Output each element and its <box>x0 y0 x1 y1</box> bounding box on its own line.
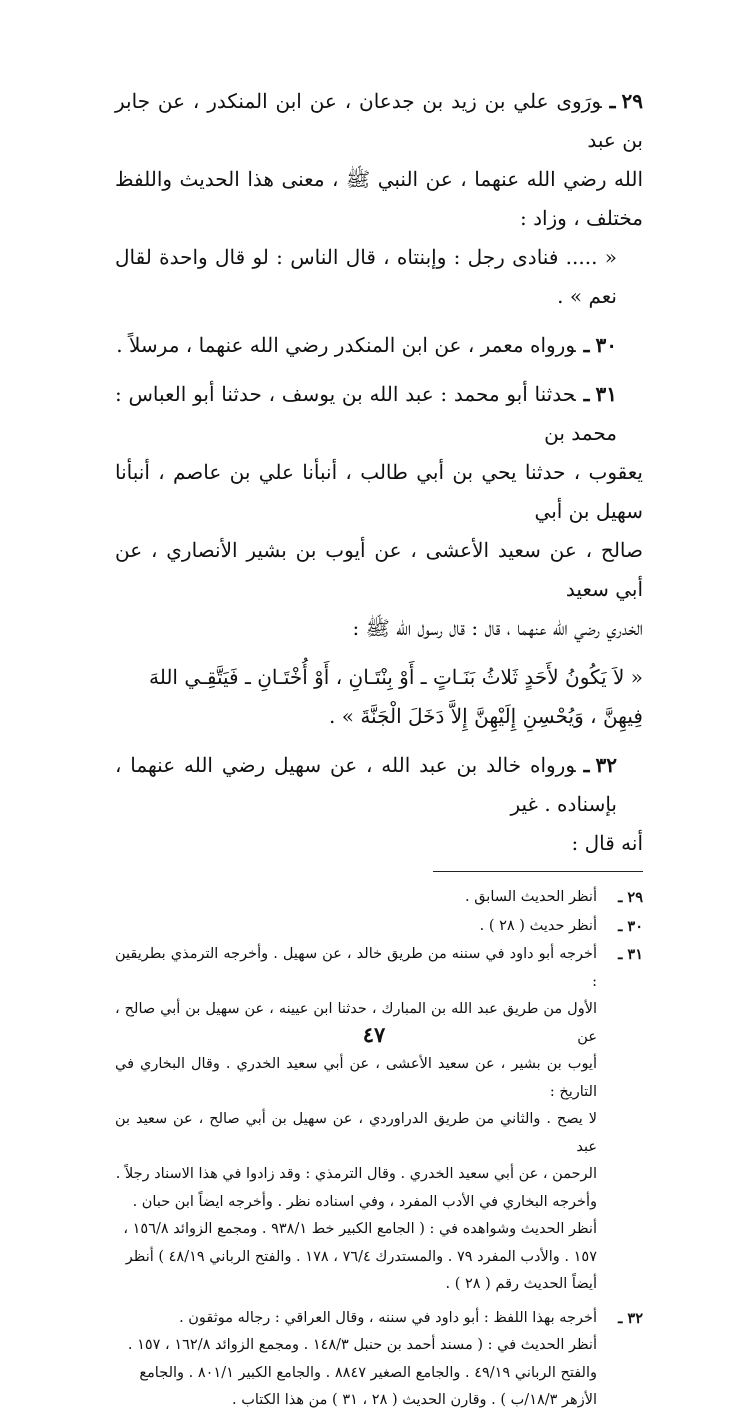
footnote-divider <box>433 871 643 872</box>
paragraph-line <box>115 746 643 824</box>
footnote-number: ٣٠ ـ <box>618 917 643 935</box>
paragraph-number: ٣٠ <box>595 333 617 357</box>
footnote-line: أنظر الحديث وشواهده في : ( الجامع الكبير خط ٩٣٨/١ . ومجمع الزوائد ١٥٦/٨ ، <box>123 1221 597 1237</box>
hadith-paragraph-31 <box>115 375 643 736</box>
paragraph-line: « ..... فنادى رجل : وإبنتاه ، قال الناس : لو قال واحدة لقال نعم » . <box>115 245 617 308</box>
paragraph-line <box>115 326 643 365</box>
paragraph-number: ٣١ <box>595 382 617 406</box>
footnotes <box>115 884 643 1415</box>
hadith-quote-line: فِيهِنَّ ، وَيُحْسِنِ إِلَيْهِنَّ إِلاَّ دَخَلَ الْجَنَّةَ » . <box>329 704 643 728</box>
paragraph-text: ورواه معمر ، عن ابن المنكدر رضي الله عنهما ، مرسلاً . <box>116 333 576 357</box>
footnote-line: والفتح الرباني ٤٩/١٩ . والجامع الصغير ٨٨٤٧ . والجامع الكبير ٨٠١/١ . والجامع <box>139 1364 597 1381</box>
footnote-body <box>115 1305 597 1415</box>
paragraph-dash: ـ <box>583 333 590 357</box>
footnote-number: ٣١ ـ <box>618 946 643 963</box>
paragraph-dash: ـ <box>609 89 616 113</box>
footnote-body <box>115 941 597 1299</box>
paragraph-dash: ـ <box>583 382 590 406</box>
footnote-line: أخرجه أبو داود في سننه من طريق خالد ، عن سهيل . وأخرجه الترمذي بطريقين : <box>115 946 597 990</box>
paragraph-line <box>115 82 643 160</box>
paragraph-text: ورَوى علي بن زيد بن جدعان ، عن ابن المنكدر ، عن جابر بن عبد <box>115 89 643 152</box>
footnote-line: أيوب بن بشير ، عن سعيد الأعشى ، عن أبي سعيد الخدري . وقال البخاري في التاريخ : <box>115 1056 597 1100</box>
footnote-31 <box>115 941 643 1299</box>
footnote-line: وأخرجه البخاري في الأدب المفرد ، وفي اسناده نظر . وأخرجه ايضاً ابن حبان . <box>132 1193 597 1210</box>
hadith-paragraph-30 <box>115 326 643 365</box>
footnote-line: الأول من طريق عبد الله بن المبارك ، حدثنا ابن عيينه ، عن سهيل بن أبي صالح ، عن <box>115 1001 597 1045</box>
footnote-30 <box>115 913 643 941</box>
footnote-number: ٣٢ ـ <box>618 1309 643 1327</box>
footnote-line: ١٥٧ . والأدب المفرد ٧٩ . والمستدرك ٧٦/٤ ، ١٧٨ . والفتح الرباني ٤٨/١٩ ) أنظر <box>125 1248 597 1265</box>
hadith-paragraph-32 <box>115 746 643 863</box>
paragraph-line: صالح ، عن سعيد الأعشى ، عن أيوب بن بشير الأنصاري ، عن أبي سعيد <box>115 538 643 601</box>
page-number: ٤٧ <box>362 1022 386 1047</box>
paragraph-text: ورواه خالد بن عبد الله ، عن سهيل رضي الله عنهما ، بإسناده . غير <box>115 753 617 816</box>
footnote-line: أنظر حديث ( ٢٨ ) . <box>479 917 597 934</box>
footnote-line: أنظر الحديث السابق . <box>464 889 597 905</box>
footnote-body <box>115 913 597 941</box>
footnote-number: ٢٩ ـ <box>618 889 643 906</box>
footnote-32 <box>115 1305 643 1415</box>
paragraph-number: ٢٩ <box>621 89 643 113</box>
paragraph-line <box>115 375 643 453</box>
footnote-line: أخرجه بهذا اللفظ : أبو داود في سننه ، وقال العراقي : رجاله موثقون . <box>179 1309 597 1326</box>
footnote-line: أيضاً الحديث رقم ( ٢٨ ) . <box>445 1276 597 1292</box>
paragraph-line: أنه قال : <box>571 831 643 855</box>
paragraph-line: يعقوب ، حدثنا يحي بن أبي طالب ، أنبأنا علي بن عاصم ، أنبأنا سهيل بن أبي <box>115 460 643 523</box>
footnote-body <box>115 884 597 912</box>
hadith-quote-line: « لاَ يَكُونُ لأَحَدٍ ثَلاثُ بَنَـاتٍ ـ أَوْ بِنْتَـانِ ، أَوْ أُخْتَـانِ ـ فَيَتَّقِـي اللهَ <box>148 665 643 689</box>
paragraph-dash: ـ <box>583 753 590 777</box>
paragraph-text: حدثنا أبو محمد : عبد الله بن يوسف ، حدثنا أبو العباس : محمد بن <box>115 382 617 445</box>
footnote-line: الرحمن ، عن أبي سعيد الخدري . وقال الترمذي : وقد زادوا في هذا الاسناد رجلاً . <box>115 1166 597 1182</box>
paragraph-number: ٣٢ <box>595 753 617 777</box>
footnote-line: الأزهر ١٨/٣/ب ) . وقارن الحديث ( ٢٨ ، ٣١ ) من هذا الكتاب . <box>232 1392 597 1408</box>
hadith-paragraph-29 <box>115 82 643 316</box>
footnote-line: أنظر الحديث في : ( مسند أحمد بن حنبل ١٤٨/٣ . ومجمع الزوائد ١٦٢/٨ ، ١٥٧ . <box>127 1337 597 1353</box>
paragraph-line: الله رضي الله عنهما ، عن النبي ﷺ ، معنى هذا الحديث واللفظ مختلف ، وزاد : <box>115 167 643 230</box>
footnote-line: لا يصح . والثاني من طريق الدراوردي ، عن سهيل بن أبي صالح ، عن سعيد بن عبد <box>115 1111 597 1155</box>
footnote-29 <box>115 884 643 912</box>
paragraph-line: الخدري رضي الله عنهما ، قال : قال رسول الله ﷺ : <box>352 616 643 640</box>
